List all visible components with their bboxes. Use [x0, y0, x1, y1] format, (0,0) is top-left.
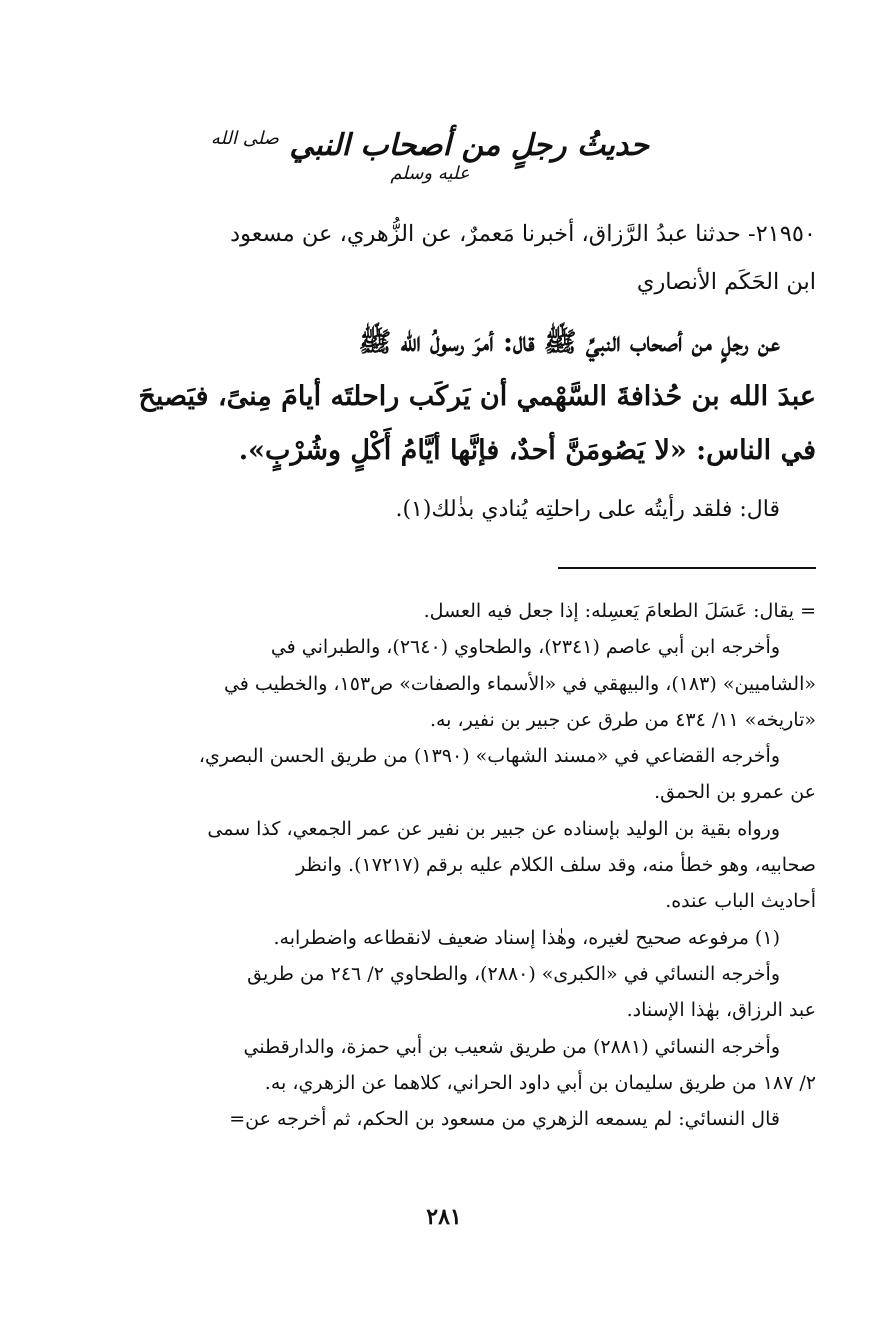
- matn-line: عن رجلٍ من أصحاب النبيِّ ﷺ قال: أمرَ رسولُ الله ﷺ: [358, 327, 780, 358]
- page-number: ٢٨١: [426, 1204, 462, 1230]
- matn-line: عبدَ الله بن حُذافةَ السَّهْمي أن يَركَب راحلتَه أيامَ مِنىً، فيَصيحَ: [138, 381, 816, 412]
- footnote-line: ورواه بقية بن الوليد بإسناده عن جبير بن نفير عن عمر الجمعي، كذا سمى: [207, 817, 780, 840]
- chapter-heading: [200, 128, 660, 198]
- isnad-line: ابن الحَكَم الأنصاري: [636, 269, 816, 295]
- footnote-line: = يقال: عَسَلَ الطعامَ يَعسِله: إذا جعل فيه العسل.: [423, 600, 816, 622]
- footnote-line: عن عمرو بن الحمق.: [654, 781, 816, 804]
- footnote-line: «تاريخه» ١١/ ٤٣٤ من طرق عن جبير بن نفير، به.: [429, 708, 816, 731]
- footnotes: [71, 593, 816, 1137]
- footnote-line: وأخرجه النسائي (٢٨٨١) من طريق شعيب بن أبي حمزة، والدارقطني: [243, 1035, 780, 1058]
- footnote-line: ٢/ ١٨٧ من طريق سليمان بن أبي داود الحراني، كلاهما عن الزهري، به.: [264, 1071, 816, 1094]
- footnote-line: قال النسائي: لم يسمعه الزهري من مسعود بن الحكم، ثم أخرجه عن=: [229, 1108, 780, 1131]
- hadith-isnad: [71, 210, 816, 306]
- footnote-separator: [558, 567, 816, 569]
- footnote-line: وأخرجه ابن أبي عاصم (٢٣٤١)، والطحاوي (٢٦٤٠)، والطبراني في: [270, 636, 780, 659]
- footnote-line: عبد الرزاق، بهٰذا الإسناد.: [626, 999, 816, 1022]
- footnote-line: (١) مرفوعه صحيح لغيره، وهٰذا إسناد ضعيف لانقطاعه واضطرابه.: [273, 926, 780, 949]
- honorific-glyph: صلى الله عليه وسلم: [210, 128, 470, 184]
- footnote-line: صحابيه، وهو خطأ منه، وقد سلف الكلام عليه برقم (١٧٢١٧). وانظر: [296, 854, 816, 877]
- matn-line: في الناس: «لا يَصُومَنَّ أحدٌ، فإنَّها أيَّامُ أَكْلٍ وشُرْبٍ».: [238, 435, 816, 466]
- hadith-matn: [71, 316, 816, 478]
- footnote-line: وأخرجه النسائي في «الكبرى» (٢٨٨٠)، والطحاوي ٢/ ٢٤٦ من طريق: [247, 962, 780, 985]
- chapter-title: حديثُ رجلٍ من أصحاب النبي: [289, 128, 650, 163]
- footnote-line: أحاديث الباب عنده.: [665, 890, 816, 913]
- closing-line: قال: فلقد رأيتُه على راحلتِه يُنادي بذٰلك(١).: [395, 497, 780, 522]
- hadith-closing: [71, 486, 816, 534]
- footnote-line: وأخرجه القضاعي في «مسند الشهاب» (١٣٩٠) من طريق الحسن البصري،: [198, 745, 780, 768]
- isnad-line: ٢١٩٥٠- حدثنا عبدُ الرَّزاق، أخبرنا مَعمرٌ، عن الزُّهري، عن مسعود: [230, 221, 816, 247]
- footnote-line: «الشاميين» (١٨٣)، والبيهقي في «الأسماء والصفات» ص١٥٣، والخطيب في: [223, 672, 816, 695]
